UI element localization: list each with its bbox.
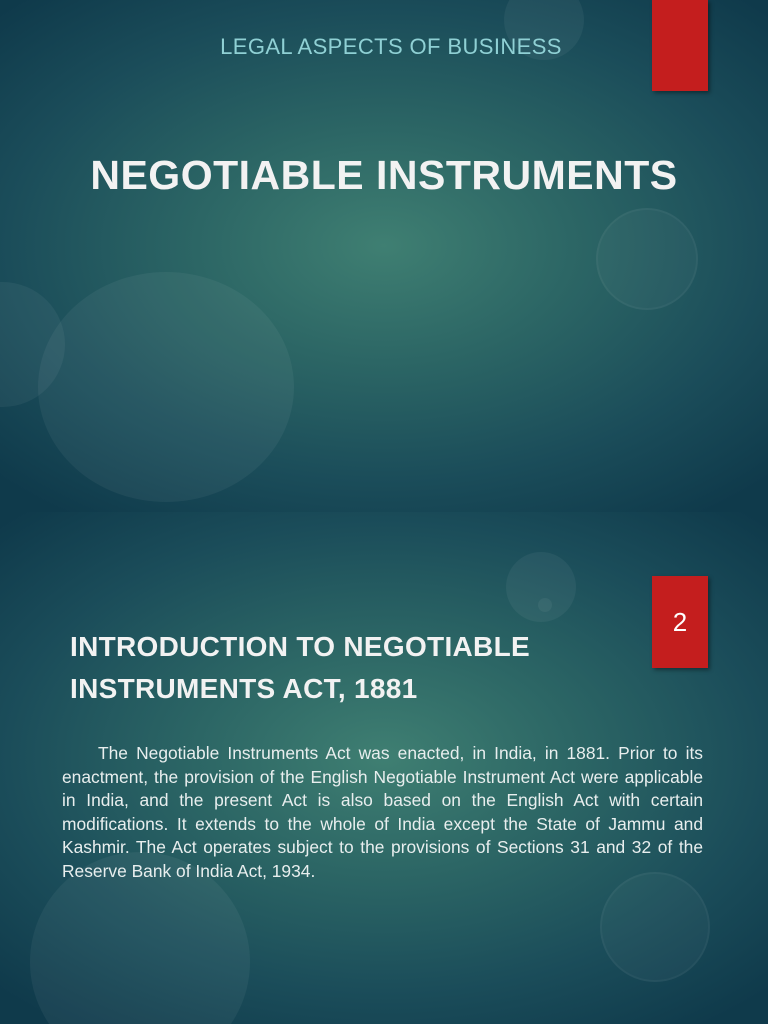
- decorative-circle: [38, 272, 294, 502]
- slide-body-paragraph: The Negotiable Instruments Act was enacted, in India, in 1881. Prior to its enactment, the provision of the English Negotiable Instrument Act were applicable in India, and the present Act is also based on the English Act with certain modifications. It extends to the whole of India except the State of Jammu and Kashmir. The Act operates subject to the provisions of Sections 31 and 32 of the Reserve Bank of India Act, 1934.: [62, 743, 703, 881]
- decorative-circle: [600, 872, 710, 982]
- slide-subtitle: LEGAL ASPECTS OF BUSINESS: [220, 34, 562, 59]
- slide-heading: INTRODUCTION TO NEGOTIABLE INSTRUMENTS ACT, 1881: [70, 631, 530, 704]
- slide-2: [0, 512, 768, 1024]
- decorative-circle: [506, 552, 576, 622]
- decorative-circle: [596, 208, 698, 310]
- decorative-circle: [538, 598, 552, 612]
- slide-number-tag: [652, 576, 708, 668]
- slide-number: 2: [672, 606, 688, 637]
- slide-title: NEGOTIABLE INSTRUMENTS: [90, 152, 678, 198]
